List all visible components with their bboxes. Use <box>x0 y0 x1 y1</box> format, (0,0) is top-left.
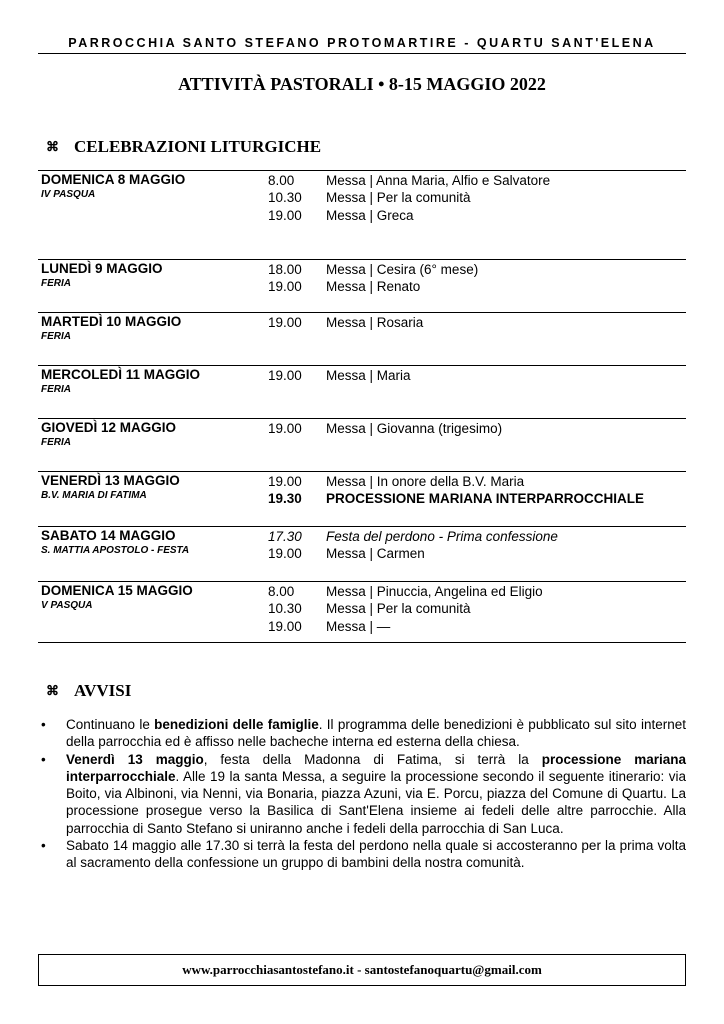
event-description: Messa | Maria <box>326 368 411 383</box>
section-celebrazioni <box>46 137 321 157</box>
event-time: 19.00 <box>268 546 302 562</box>
event-time: 19.00 <box>268 315 302 330</box>
notice-highlight: Venerdì 13 maggio <box>66 751 204 767</box>
cross-icon: ⌘ <box>46 683 59 698</box>
cross-icon: ⌘ <box>46 139 59 154</box>
event-row <box>268 490 678 507</box>
section-avvisi-label: AVVISI <box>74 681 132 700</box>
event-row <box>268 189 678 206</box>
event-time: 19.30 <box>268 491 302 507</box>
liturgical-day: FERIA <box>41 278 71 289</box>
event-row <box>268 314 678 331</box>
liturgical-day: FERIA <box>41 384 71 395</box>
event-time: 18.00 <box>268 262 302 277</box>
liturgical-day: IV PASQUA <box>41 189 96 200</box>
day-name: SABATO 14 MAGGIO <box>41 528 176 543</box>
event-description: Messa | Giovanna (trigesimo) <box>326 421 503 436</box>
day-name: DOMENICA 15 MAGGIO <box>41 583 193 598</box>
event-time: 19.00 <box>268 474 302 489</box>
liturgical-day: B.V. MARIA DI FATIMA <box>41 490 147 501</box>
page-title: ATTIVITÀ PASTORALI • 8-15 MAGGIO 2022 <box>178 74 546 94</box>
event-list <box>268 314 678 331</box>
event-description: Messa | Greca <box>326 207 414 223</box>
event-description: Messa | — <box>326 618 391 634</box>
event-description: Messa | Pinuccia, Angelina ed Eligio <box>326 584 543 599</box>
event-row <box>268 172 678 189</box>
event-row <box>268 583 678 600</box>
day-block <box>38 418 686 471</box>
parish-header: PARROCCHIA SANTO STEFANO PROTOMARTIRE - QUARTU SANT'ELENA <box>68 36 656 50</box>
day-block <box>38 471 686 526</box>
event-list <box>268 367 678 384</box>
event-row <box>268 545 678 562</box>
event-description: Messa | Rosaria <box>326 315 424 330</box>
day-block <box>38 312 686 365</box>
day-block <box>38 581 686 642</box>
event-row <box>268 278 678 295</box>
event-description: Messa | In onore della B.V. Maria <box>326 474 525 489</box>
event-time: 10.30 <box>268 190 302 206</box>
notice-text: . Il programma delle benedizioni è pubblicato sul sito internet della parrocchia ed è affisso nelle bacheche interna ed esterna della chiesa. <box>66 717 686 750</box>
event-time: 19.00 <box>268 279 302 295</box>
event-time: 17.30 <box>268 529 302 544</box>
event-description: Messa | Per la comunità <box>326 190 471 206</box>
event-time: 19.00 <box>268 421 302 436</box>
section-avvisi <box>46 681 131 701</box>
event-row <box>268 528 678 545</box>
contact-footer: www.parrocchiasantostefano.it - santostefanoquartu@gmail.com <box>38 954 686 986</box>
event-description: Messa | Per la comunità <box>326 601 471 617</box>
event-description: Messa | Renato <box>326 279 421 295</box>
event-time: 19.00 <box>268 207 302 223</box>
event-time: 10.30 <box>268 601 302 617</box>
notice-highlight: processione mariana interparrocchiale <box>66 751 687 784</box>
event-row <box>268 473 678 490</box>
day-name: GIOVEDÌ 12 MAGGIO <box>41 420 177 435</box>
event-row <box>268 367 678 384</box>
liturgy-schedule <box>38 170 686 643</box>
event-time: 8.00 <box>268 584 295 599</box>
notice-highlight: benedizioni delle famiglie <box>154 717 319 732</box>
notice-item <box>38 716 686 751</box>
bullet-icon: • <box>41 717 46 732</box>
notice-text: , festa della Madonna di Fatima, si terrà la <box>203 751 542 767</box>
day-name: DOMENICA 8 MAGGIO <box>41 172 186 187</box>
event-row <box>268 600 678 617</box>
bullet-icon: • <box>41 751 46 767</box>
liturgical-day: V PASQUA <box>41 600 93 611</box>
event-row <box>268 261 678 278</box>
day-name: MERCOLEDÌ 11 MAGGIO <box>41 367 201 382</box>
day-block <box>38 170 686 259</box>
event-row <box>268 420 678 437</box>
liturgical-day: FERIA <box>41 331 71 342</box>
notice-item <box>38 751 686 837</box>
event-list <box>268 528 678 563</box>
event-list <box>268 583 678 635</box>
bullet-icon: • <box>41 838 46 854</box>
notice-item <box>38 837 686 872</box>
liturgical-day: S. MATTIA APOSTOLO - FESTA <box>41 545 190 556</box>
notices-list <box>38 716 686 872</box>
event-row <box>268 207 678 224</box>
day-name: MARTEDÌ 10 MAGGIO <box>41 314 182 329</box>
day-block <box>38 365 686 418</box>
notice-text: Continuano le <box>66 717 155 732</box>
event-description: Festa del perdono - Prima confessione <box>326 529 558 544</box>
header-divider <box>38 53 686 54</box>
day-name: VENERDÌ 13 MAGGIO <box>41 473 180 488</box>
event-list <box>268 420 678 437</box>
event-description: Messa | Carmen <box>326 546 425 562</box>
event-list <box>268 172 678 224</box>
day-block <box>38 259 686 312</box>
day-block <box>38 526 686 581</box>
section-celebrazioni-label: CELEBRAZIONI LITURGICHE <box>74 137 322 156</box>
event-time: 19.00 <box>268 368 302 383</box>
day-name: LUNEDÌ 9 MAGGIO <box>41 261 163 276</box>
event-description: PROCESSIONE MARIANA INTERPARROCCHIALE <box>326 491 645 507</box>
liturgical-day: FERIA <box>41 437 71 448</box>
event-description: Messa | Anna Maria, Alfio e Salvatore <box>326 173 551 188</box>
notice-text: Sabato 14 maggio alle 17.30 si terrà la festa del perdono nella quale si accosteranno per la prima volta al sacramento della confessione un gruppo di bambini della nostra comunità. <box>66 838 686 871</box>
schedule-end-rule <box>38 642 686 643</box>
event-time: 19.00 <box>268 618 302 634</box>
event-list <box>268 261 678 296</box>
event-row <box>268 618 678 635</box>
event-list <box>268 473 678 508</box>
notice-text: . Alle 19 la santa Messa, a seguire la processione secondo il seguente itinerario: via Boito, via Albinoni, via Nenni, via Bonaria, piazza Azuni, via E. Porcu, piazza del Comune di Quartu. La processione prosegue verso la Basilica di Sant'Elena insieme ai fedeli delle altre parrocchie. Alla parrocchia di Santo Stefano si uniranno anche i fedeli della parrocchia di San Luca. <box>66 768 686 836</box>
event-description: Messa | Cesira (6° mese) <box>326 262 479 277</box>
event-time: 8.00 <box>268 173 295 188</box>
